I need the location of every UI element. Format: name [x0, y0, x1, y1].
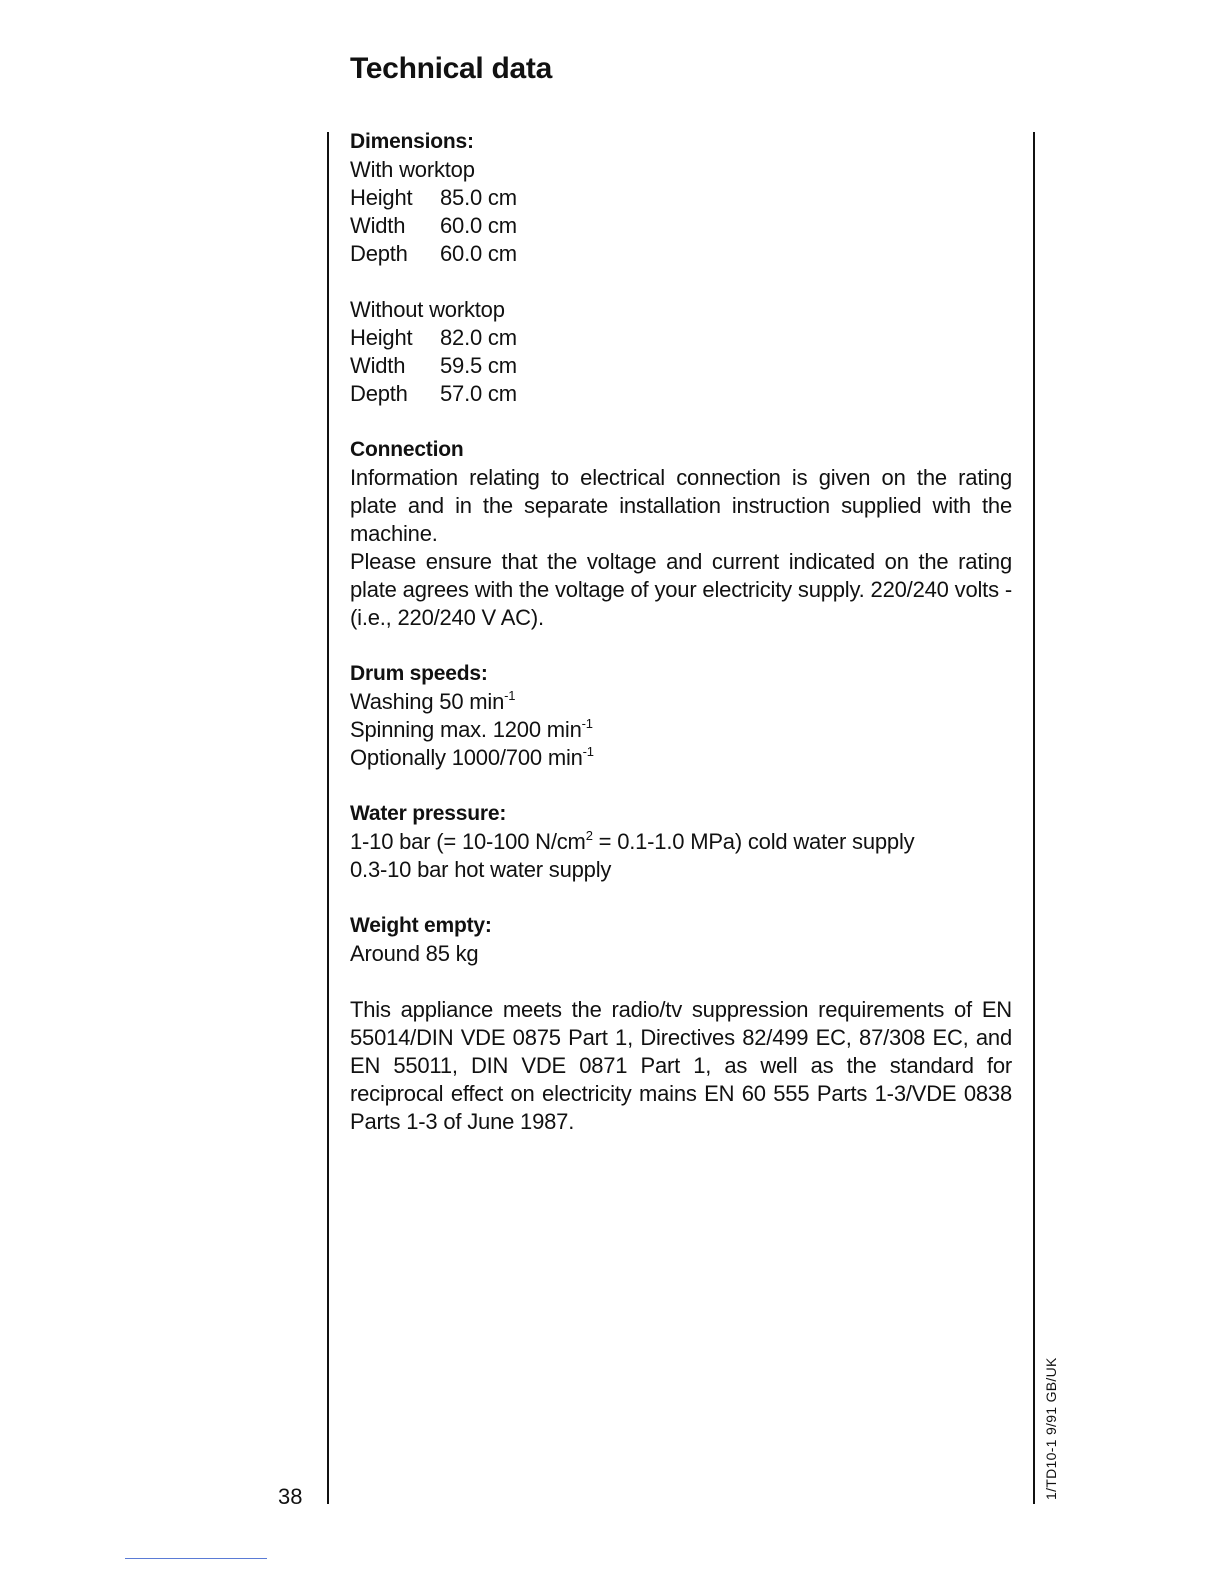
drum-speeds-heading: Drum speeds: — [350, 662, 488, 685]
drum-speed-spinning: Spinning max. 1200 $\min^{-1}$ — [350, 716, 593, 742]
suppression-paragraph: This appliance meets the radio/tv suppression requirements of EN 55014/DIN VDE 0875 Part 1, Directives 82/499 EC, 87/308 EC, and EN 55011, DIN VDE 0871 Part 1, as well as the standard for reciprocal effect on electricity mains EN 60 555 Parts 1-3/VDE 0838 Parts 1-3 of June 1987. — [350, 997, 1012, 1134]
dimension-row — [350, 324, 1012, 352]
water-pressure-heading: Water pressure: — [350, 802, 507, 825]
drum-speed-optional: Optionally 1000/700 $\min^{-1}$ — [350, 744, 594, 770]
dimension-row — [350, 212, 1012, 240]
with-worktop-label: With worktop — [350, 157, 475, 182]
dimension-value: 59.5 cm — [440, 353, 517, 378]
dimension-value: 60.0 cm — [440, 241, 517, 266]
connection-heading: Connection — [350, 438, 464, 461]
weight-heading: Weight empty: — [350, 914, 492, 937]
dimension-row — [350, 352, 1012, 380]
weight-value: Around 85 kg — [350, 941, 479, 966]
dimension-name: Width — [350, 213, 406, 238]
dimension-value: 85.0 cm — [440, 185, 517, 210]
dimension-value: 82.0 cm — [440, 325, 517, 350]
dimensions-heading: Dimensions: — [350, 130, 474, 153]
document-code: 1/TD10-1 9/91 GB/UK — [1043, 1357, 1059, 1500]
water-pressure-cold: 1-10 bar (= 10-100 $N/cm^2 = 0.1-1.0$ MPa) cold water supply — [350, 828, 915, 854]
drum-speed-washing: Washing 50 $\min^{-1}$ — [350, 688, 516, 714]
footer-line — [125, 1558, 267, 1559]
dimension-name: Height — [350, 185, 413, 210]
page-number: 38 — [278, 1484, 303, 1509]
dimension-name: Depth — [350, 381, 408, 406]
dimension-name: Height — [350, 325, 413, 350]
right-margin-rule — [1033, 132, 1035, 1504]
page-title: Technical data — [350, 52, 552, 85]
dimension-row — [350, 380, 1012, 408]
without-worktop-label: Without worktop — [350, 297, 505, 322]
connection-paragraph: Please ensure that the voltage and current indicated on the rating plate agrees with the voltage of your electricity supply. 220/240 volts - (i.e., 220/240 V AC). — [350, 549, 1012, 630]
dimension-name: Width — [350, 353, 406, 378]
left-margin-rule — [327, 132, 329, 1504]
dimension-row — [350, 240, 1012, 268]
dimension-value: 60.0 cm — [440, 213, 517, 238]
water-pressure-hot: 0.3-10 bar hot water supply — [350, 857, 612, 882]
dimension-name: Depth — [350, 241, 408, 266]
dimension-row — [350, 184, 1012, 212]
dimension-value: 57.0 cm — [440, 381, 517, 406]
technical-data-content — [350, 128, 1012, 1136]
connection-paragraph: Information relating to electrical connection is given on the rating plate and in the separate installation instruction supplied with the machine. — [350, 465, 1012, 546]
